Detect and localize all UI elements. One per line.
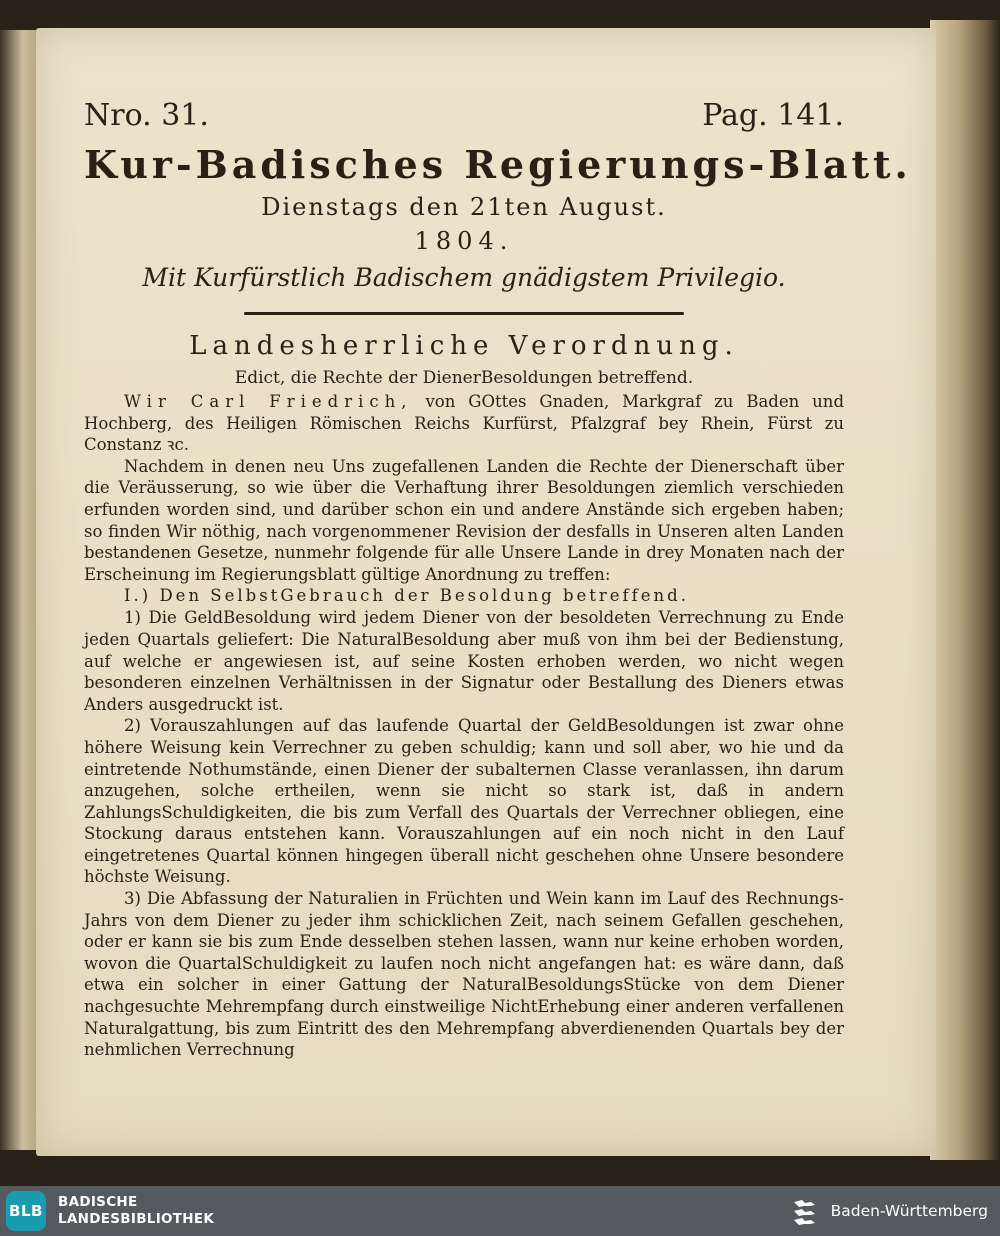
privilege-line: Mit Kurfürstlich Badischem gnädigstem Privilegio. [142,263,786,292]
section-title: Landesherrliche Verordnung. [189,331,739,361]
blb-name [58,1194,214,1228]
issue-year: 1804. [414,227,514,255]
blb-name-line2: LANDESBIBLIOTHEK [58,1211,215,1227]
divider-rule [244,312,684,315]
section-heading-1: I.) Den SelbstGebrauch der Besoldung betreffend. [124,586,689,606]
blb-logo-icon: BLB [6,1191,46,1231]
viewer-footer [0,1186,1000,1236]
bw-label: Baden-Württemberg [830,1202,988,1220]
header-row [84,98,844,138]
left-page-edge [0,30,38,1150]
intro-text: von GOttes Gnaden, Markgraf zu Baden und Hochberg, des Heiligen Römischen Reichs Kurfürst, Pfalzgraf bey Rhein, Fürst zu Constanz ꝛc. [84,392,845,455]
masthead-title: Kur-Badisches Regierungs-Blatt. [84,142,912,187]
right-page-edge [930,20,1000,1160]
page-content [84,98,912,1061]
page-number: Pag. 141. [702,98,844,133]
edict-subtitle: Edict, die Rechte der DienerBesoldungen betreffend. [234,368,694,388]
lions-coat-of-arms-icon [791,1196,821,1226]
issue-date: Dienstags den 21ten August. [261,193,667,221]
paragraph-2: 2) Vorauszahlungen auf das laufende Quartal der GeldBesoldungen ist zwar ohne höhere Weisung kein Verrechner zu geben schuldig; kann und soll aber, wo hie und da eintretende Nothumstände, einen Diener der subalternen Classe veranlassen, ihn darum anzugehen, solche ertheilen, wenn sie nicht so stark ist, daß in andern ZahlungsSchuldigkeiten, die bis zum Verfall des Quartals der Verrechner obliegen, eine Stockung daraus entstehen kann. Vorauszahlungen auf ein noch nicht in den Lauf eingetretenes Quartal können hingegen überall nicht geschehen ohne Unsere besondere höchste Weisung. [84,716,844,887]
blb-name-line1: BADISCHE [58,1194,138,1210]
intro-paragraph [84,391,844,456]
blb-branding[interactable] [0,1191,214,1231]
bw-branding[interactable] [791,1196,1000,1226]
issue-number: Nro. 31. [84,98,209,133]
preamble-paragraph: Nachdem in denen neu Uns zugefallenen Landen die Rechte der Dienerschaft über die Veräusserung, so wie über die Verhaftung ihrer Besoldungen ziemlich verschieden erfunden worden sind, und darüber schon ein und andere Anstände sich ergeben haben; so finden Wir nöthig, nach vorgenommener Revision der desfalls in Unseren alten Landen bestandenen Gesetze, nunmehr folgende für alle Unsere Lande in drey Monaten nach der Erscheinung im Regierungsblatt gültige Anordnung zu treffen: [84,456,844,584]
document-page [36,28,936,1156]
paragraph-3: 3) Die Abfassung der Naturalien in Früchten und Wein kann im Lauf des Rechnungs-Jahrs von dem Diener zu jeder ihm schicklichen Zeit, nach seinem Gefallen geschehen, oder er kann sie bis zum Ende desselben stehen lassen, wann nur keine erhoben worden, wovon die QuartalSchuldigkeit zu laufen noch nicht angefangen hat: es wäre dann, daß etwa ein solcher in einer Gattung der NaturalBesoldungsStücke von dem Diener nachgesuchte Mehrempfang durch einstweilige NichtErhebung einer anderen verfallenen Naturalgattung, bis zum Eintritt des den Mehrempfang abverdienenden Quartals bey der nehmlichen Verrechnung [84,889,844,1060]
intro-name: Wir Carl Friedrich, [124,392,413,411]
paragraph-1: 1) Die GeldBesoldung wird jedem Diener von der besoldeten Verrechnung zu Ende jeden Quartals geliefert: Die NaturalBesoldung aber muß von ihm bei der Bedienstung, auf welche er angewiesen ist, auf seine Kosten erhoben werden, wo nicht wegen besonderen einzelnen Verhältnissen in der Signatur oder Bestallung des Dieners etwas Anders ausgedruckt ist. [84,608,844,714]
